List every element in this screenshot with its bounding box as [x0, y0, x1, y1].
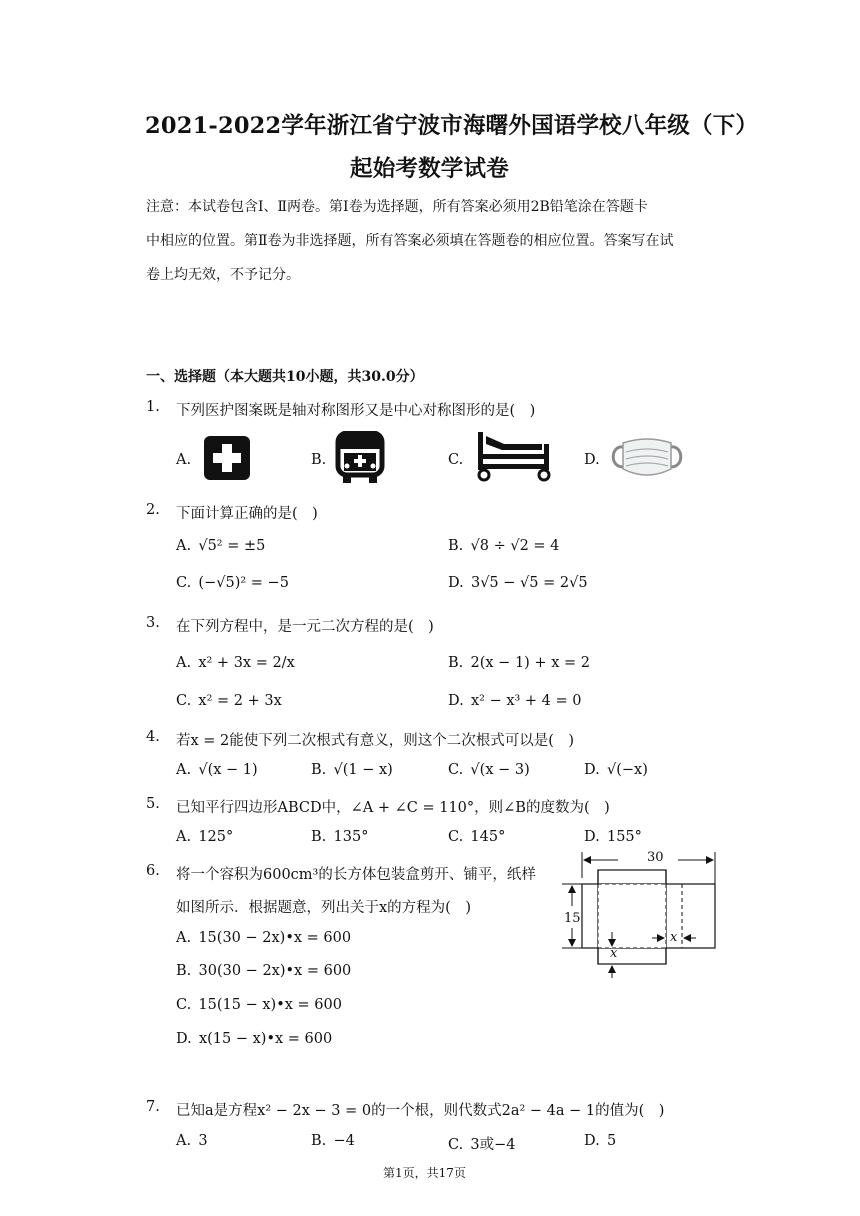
q6-option-d: D. x(15 − x)•x = 600 [176, 1031, 333, 1047]
hospital-bed-icon [472, 430, 554, 484]
notice-line-1: 注意：本试卷包含Ⅰ、Ⅱ两卷。第Ⅰ卷为选择题，所有答案必须用2B铅笔涂在答题卡 [146, 199, 648, 215]
notice-line-2: 中相应的位置。第Ⅱ卷为非选择题，所有答案必须填在答题卷的相应位置。答案写在试 [146, 233, 674, 249]
q2-option-c: C. (−√5)² = −5 [176, 575, 289, 591]
q3-number: 3. [146, 615, 160, 631]
q1-number: 1. [146, 399, 160, 415]
q7-number: 7. [146, 1099, 160, 1115]
q6-number: 6. [146, 863, 160, 879]
exam-title-line2: 起始考数学试卷 [350, 156, 509, 182]
q3-option-c: C. x² = 2 + 3x [176, 693, 282, 709]
q2-stem: 下面计算正确的是( ) [176, 506, 318, 522]
q1-option-d-label: D. [584, 452, 600, 468]
ambulance-bus-icon [335, 431, 385, 485]
figure-label-30: 30 [647, 850, 664, 865]
q1-stem: 下列医护图案既是轴对称图形又是中心对称图形的是( ) [176, 403, 536, 419]
q3-option-a: A. x² + 3x = 2/x [176, 655, 295, 671]
q4-option-b: B. √(1 − x) [311, 762, 393, 778]
q2-option-b: B. √8 ÷ √2 = 4 [448, 538, 560, 554]
q1-option-a-label: A. [176, 452, 192, 468]
q7-option-d: D. 5 [584, 1133, 617, 1149]
q4-stem: 若x = 2能使下列二次根式有意义，则这个二次根式可以是( ) [176, 733, 575, 749]
q6-stem-line2: 如图所示．根据题意，列出关于x的方程为( ) [176, 900, 471, 916]
q3-stem: 在下列方程中，是一元二次方程的是( ) [176, 619, 434, 635]
q5-option-a: A. 125° [176, 829, 234, 845]
q7-stem: 已知a是方程x² − 2x − 3 = 0的一个根，则代数式2a² − 4a − 1的值为( ) [176, 1103, 665, 1119]
q7-option-a: A. 3 [176, 1133, 208, 1149]
q3-option-d: D. x² − x³ + 4 = 0 [448, 693, 582, 709]
figure-label-15: 15 [564, 911, 581, 926]
q5-stem: 已知平行四边形ABCD中，∠A + ∠C = 110°，则∠B的度数为( ) [176, 800, 610, 816]
q6-option-a: A. 15(30 − 2x)•x = 600 [176, 930, 352, 946]
q2-option-a: A. √5² = ±5 [176, 538, 266, 554]
figure-label-x-right: x [670, 930, 678, 945]
q5-option-c: C. 145° [448, 829, 506, 845]
q3-option-b: B. 2(x − 1) + x = 2 [448, 655, 590, 671]
box-net-diagram [556, 848, 722, 980]
q4-option-d: D. √(−x) [584, 762, 648, 778]
q6-option-c: C. 15(15 − x)•x = 600 [176, 997, 342, 1013]
first-aid-cross-icon [203, 435, 251, 481]
q1-option-c-label: C. [448, 452, 464, 468]
exam-title-line1: 2021-2022学年浙江省宁波市海曙外国语学校八年级（下） [145, 113, 759, 139]
q6-stem-line1: 将一个容积为600cm³的长方体包装盒剪开、铺平，纸样 [176, 867, 536, 883]
q7-option-c: C. 3或−4 [448, 1137, 516, 1153]
q5-option-b: B. 135° [311, 829, 369, 845]
q7-option-b: B. −4 [311, 1133, 355, 1149]
q5-number: 5. [146, 796, 160, 812]
figure-label-x-bottom: x [610, 946, 618, 961]
q4-number: 4. [146, 729, 160, 745]
q4-option-c: C. √(x − 3) [448, 762, 530, 778]
notice-line-3: 卷上均无效，不予记分。 [146, 267, 300, 283]
section-heading: 一、选择题（本大题共10小题，共30.0分） [146, 369, 424, 385]
q4-option-a: A. √(x − 1) [176, 762, 258, 778]
q6-option-b: B. 30(30 − 2x)•x = 600 [176, 963, 352, 979]
q2-number: 2. [146, 502, 160, 518]
face-mask-icon [607, 435, 687, 481]
q1-option-b-label: B. [311, 452, 327, 468]
q2-option-d: D. 3√5 − √5 = 2√5 [448, 575, 588, 591]
q5-option-d: D. 155° [584, 829, 642, 845]
page-footer: 第1页，共17页 [383, 1166, 466, 1180]
